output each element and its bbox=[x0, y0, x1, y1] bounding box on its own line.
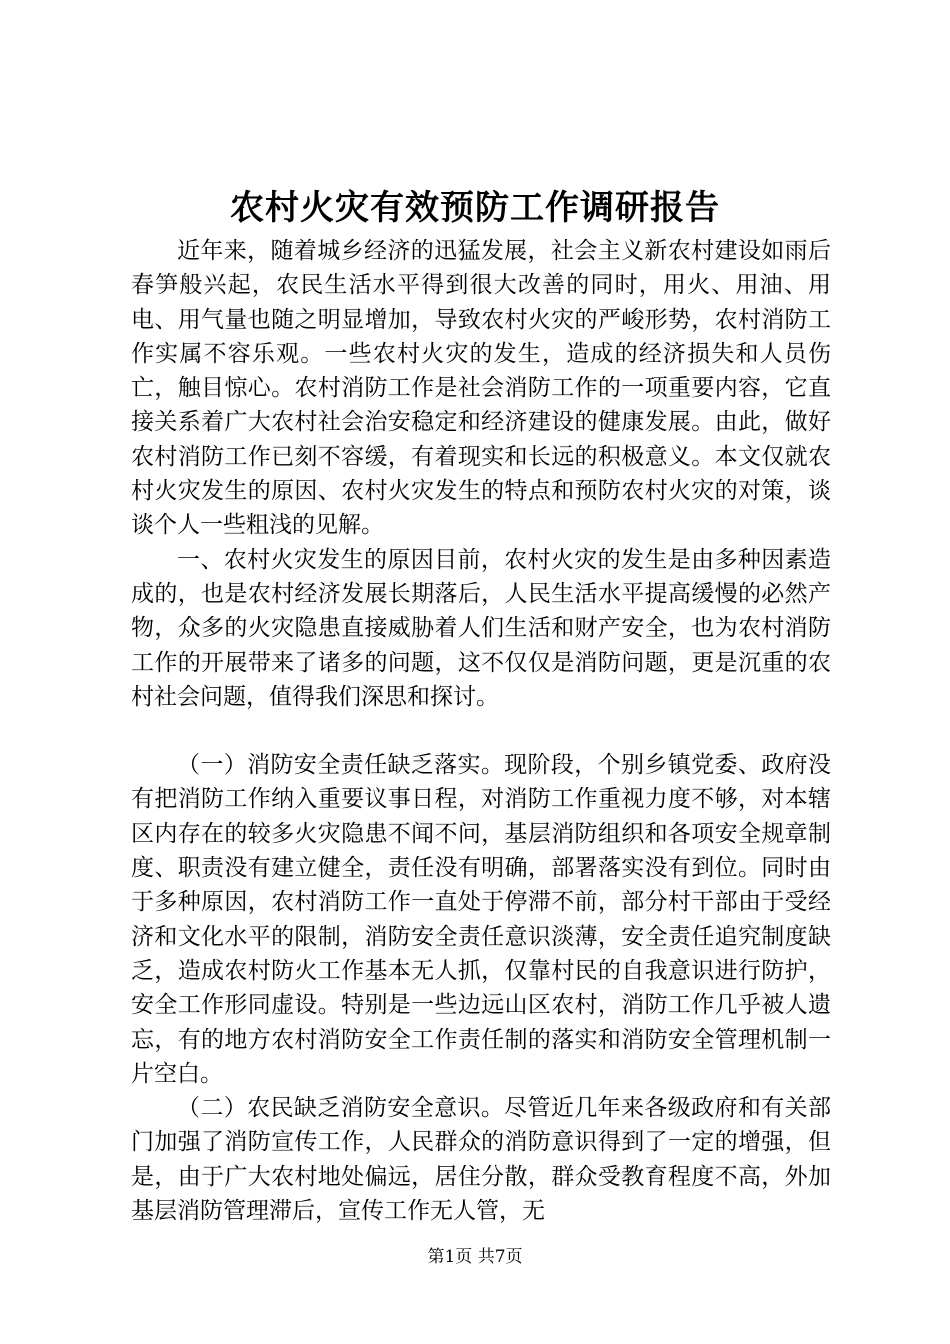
paragraph-intro: 近年来，随着城乡经济的迅猛发展，社会主义新农村建设如雨后春笋般兴起，农民生活水平得到很大改善的同时，用火、用油、用电、用气量也随之明显增加，导致农村火灾的严峻形势，农村消防工作实属不容乐观。一些农村火灾的发生，造成的经济损失和人员伤亡，触目惊心。农村消防工作是社会消防工作的一项重要内容，它直接关系着广大农村社会治安稳定和经济建设的健康发展。由此，做好农村消防工作已刻不容缓，有着现实和长远的积极意义。本文仅就农村火灾发生的原因、农村火灾发生的特点和预防农村火灾的对策，谈谈个人一些粗浅的见解。 bbox=[131, 238, 831, 539]
page-title: 农村火灾有效预防工作调研报告 bbox=[230, 188, 720, 228]
paragraph-subsection-2: （二）农民缺乏消防安全意识。尽管近几年来各级政府和有关部门加强了消防宣传工作，人民群众的消防意识得到了一定的增强，但是，由于广大农村地处偏远，居住分散，群众受教育程度不高，外加基层消防管理滞后，宣传工作无人管，无 bbox=[131, 1095, 831, 1225]
paragraph-subsection-1: （一）消防安全责任缺乏落实。现阶段，个别乡镇党委、政府没有把消防工作纳入重要议事日程，对消防工作重视力度不够，对本辖区内存在的较多火灾隐患不闻不问，基层消防组织和各项安全规章制度、职责没有建立健全，责任没有明确，部署落实没有到位。同时由于多种原因，农村消防工作一直处于停滞不前，部分村干部由于受经济和文化水平的限制，消防安全责任意识淡薄，安全责任追究制度缺乏，造成农村防火工作基本无人抓，仅靠村民的自我意识进行防护，安全工作形同虚设。特别是一些边远山区农村，消防工作几乎被人遗忘，有的地方农村消防安全工作责任制的落实和消防安全管理机制一片空白。 bbox=[131, 752, 831, 1087]
paragraph-section-one: 一、农村火灾发生的原因目前，农村火灾的发生是由多种因素造成的，也是农村经济发展长期落后，人民生活水平提高缓慢的必然产物，众多的火灾隐患直接威胁着人们生活和财产安全，也为农村消防工作的开展带来了诸多的问题，这不仅仅是消防问题，更是沉重的农村社会问题，值得我们深思和探讨。 bbox=[131, 546, 831, 710]
document-body bbox=[131, 234, 831, 1228]
page-footer: 第1页 共7页 bbox=[427, 1247, 523, 1267]
